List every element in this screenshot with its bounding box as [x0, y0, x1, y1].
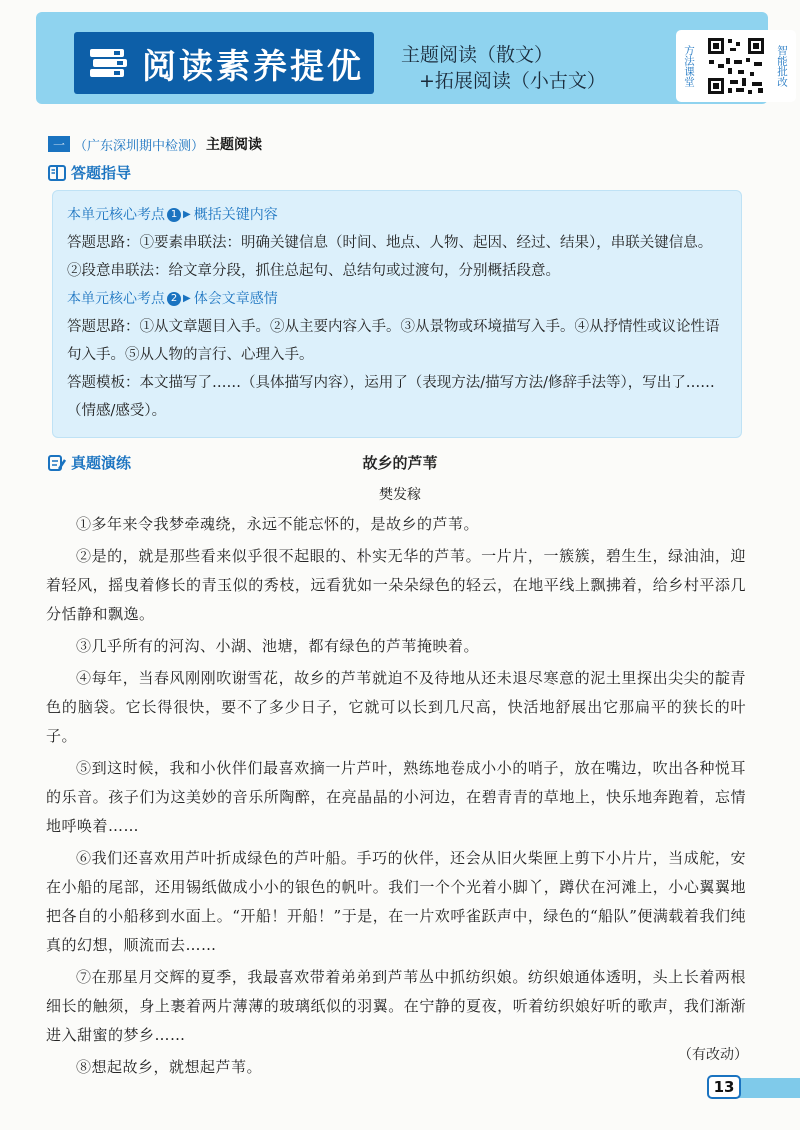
page-header: [36, 12, 788, 104]
key-point-1-text: 概括关键内容: [193, 207, 278, 223]
triangle-right-icon: ▶: [183, 209, 191, 220]
qr-code-panel[interactable]: [676, 30, 796, 102]
key-point-2-template: 答题模板：本文描写了……（具体描写内容），运用了（表现方法/描写方法/修辞手法等），写出了……（情感/感受）。: [67, 375, 715, 419]
header-subtitle-line2: +拓展阅读（小古文）: [419, 70, 606, 92]
article-paragraph: ①多年来令我梦牵魂绕，永远不能忘怀的，是故乡的芦苇。: [76, 515, 480, 533]
header-subtitle-line1: 主题阅读（散文）: [401, 44, 554, 66]
key-point-2-text: 体会文章感情: [193, 291, 278, 307]
key-point-2-prefix: 本单元核心考点: [67, 291, 165, 307]
article-body: [46, 510, 746, 1085]
key-point-1-method-1: 答题思路：①要素串联法：明确关键信息（时间、地点、人物、起因、经过、结果），串联关键信息。: [67, 235, 713, 251]
page-number: 13: [707, 1075, 741, 1099]
section-heading: [48, 134, 262, 154]
article-paragraph: ⑧想起故乡，就想起芦苇。: [76, 1058, 263, 1076]
practice-label: 真题演练: [71, 454, 132, 472]
qr-right-label: 智能批改: [776, 45, 788, 87]
guide-label-row: [48, 162, 131, 183]
article-paragraph: ④每年，当春风刚刚吹谢雪花，故乡的芦苇就迫不及待地从还未退尽寒意的泥土里探出尖尖的靛青色的脑袋。它长得很快，要不了多少日子，它就可以长到几尺高，快活地舒展出它那扁平的狭长的叶子。: [46, 669, 746, 745]
guide-label: 答题指导: [71, 164, 132, 182]
section-title: 主题阅读: [206, 137, 263, 153]
article-paragraph: ⑦在那星月交辉的夏季，我最喜欢带着弟弟到芦苇丛中抓纺织娘。纺织娘通体透明，头上长着两根细长的触须，身上裹着两片薄薄的玻璃纸似的羽翼。在宁静的夏夜，听着纺织娘好听的歌声，我们渐渐进入甜蜜的梦乡……: [46, 968, 746, 1044]
page-number-bar: [735, 1078, 800, 1098]
section-source: （广东深圳期中检测）: [74, 138, 205, 154]
article-paragraph: ⑤到这时候，我和小伙伴们最喜欢摘一片芦叶，熟练地卷成小小的哨子，放在嘴边，吹出各种悦耳的乐音。孩子们为这美妙的音乐所陶醉，在亮晶晶的小河边，在碧青青的草地上，快乐地奔跑着，忘情地呼唤着……: [46, 759, 746, 835]
key-point-2: [67, 285, 727, 313]
answer-guide-box: [52, 190, 742, 438]
article-author: 樊发稼: [379, 487, 421, 503]
triangle-right-icon: ▶: [183, 293, 191, 304]
article-paragraph: ③几乎所有的河沟、小湖、池塘，都有绿色的芦苇掩映着。: [76, 637, 480, 655]
guide-book-icon: [48, 164, 66, 182]
header-subtitle: [401, 42, 701, 94]
key-point-1: [67, 201, 727, 229]
key-point-1-number: 1: [167, 208, 181, 222]
section-number: 一: [48, 136, 70, 152]
qr-code-icon[interactable]: [706, 36, 766, 96]
revised-note: （有改动）: [678, 1047, 748, 1063]
article-paragraph: ②是的，就是那些看来似乎很不起眼的、朴实无华的芦苇。一片片，一簇簇，碧生生，绿油油，迎着轻风，摇曳着修长的青玉似的秀枝，远看犹如一朵朵绿色的轻云，在地平线上飘拂着，给乡村平添几分恬静和飘逸。: [46, 547, 746, 623]
header-title-box: [74, 32, 374, 94]
books-icon: [86, 43, 130, 83]
key-point-2-method: 答题思路：①从文章题目入手。②从主要内容入手。③从景物或环境描写入手。④从抒情性或议论性语句入手。⑤从人物的言行、心理入手。: [67, 319, 720, 363]
key-point-2-number: 2: [167, 292, 181, 306]
qr-left-label: 方法课堂: [683, 45, 695, 87]
key-point-1-method-2: ②段意串联法：给文章分段，抓住总起句、总结句或过渡句，分别概括段意。: [67, 263, 560, 279]
key-point-1-prefix: 本单元核心考点: [67, 207, 165, 223]
article-paragraph: ⑥我们还喜欢用芦叶折成绿色的芦叶船。手巧的伙伴，还会从旧火柴匣上剪下小片片，当成舵，安在小船的尾部，还用锡纸做成小小的银色的帆叶。我们一个个光着小脚丫，蹲伏在河滩上，小心翼翼地把各自的小船移到水面上。“开船！开船！”于是，在一片欢呼雀跃声中，绿色的“船队”便满载着我们纯真的幻想，顺流而去……: [46, 849, 746, 954]
article-title: 故乡的芦苇: [362, 454, 438, 472]
book-series-title: 阅读素养提优: [142, 46, 364, 87]
